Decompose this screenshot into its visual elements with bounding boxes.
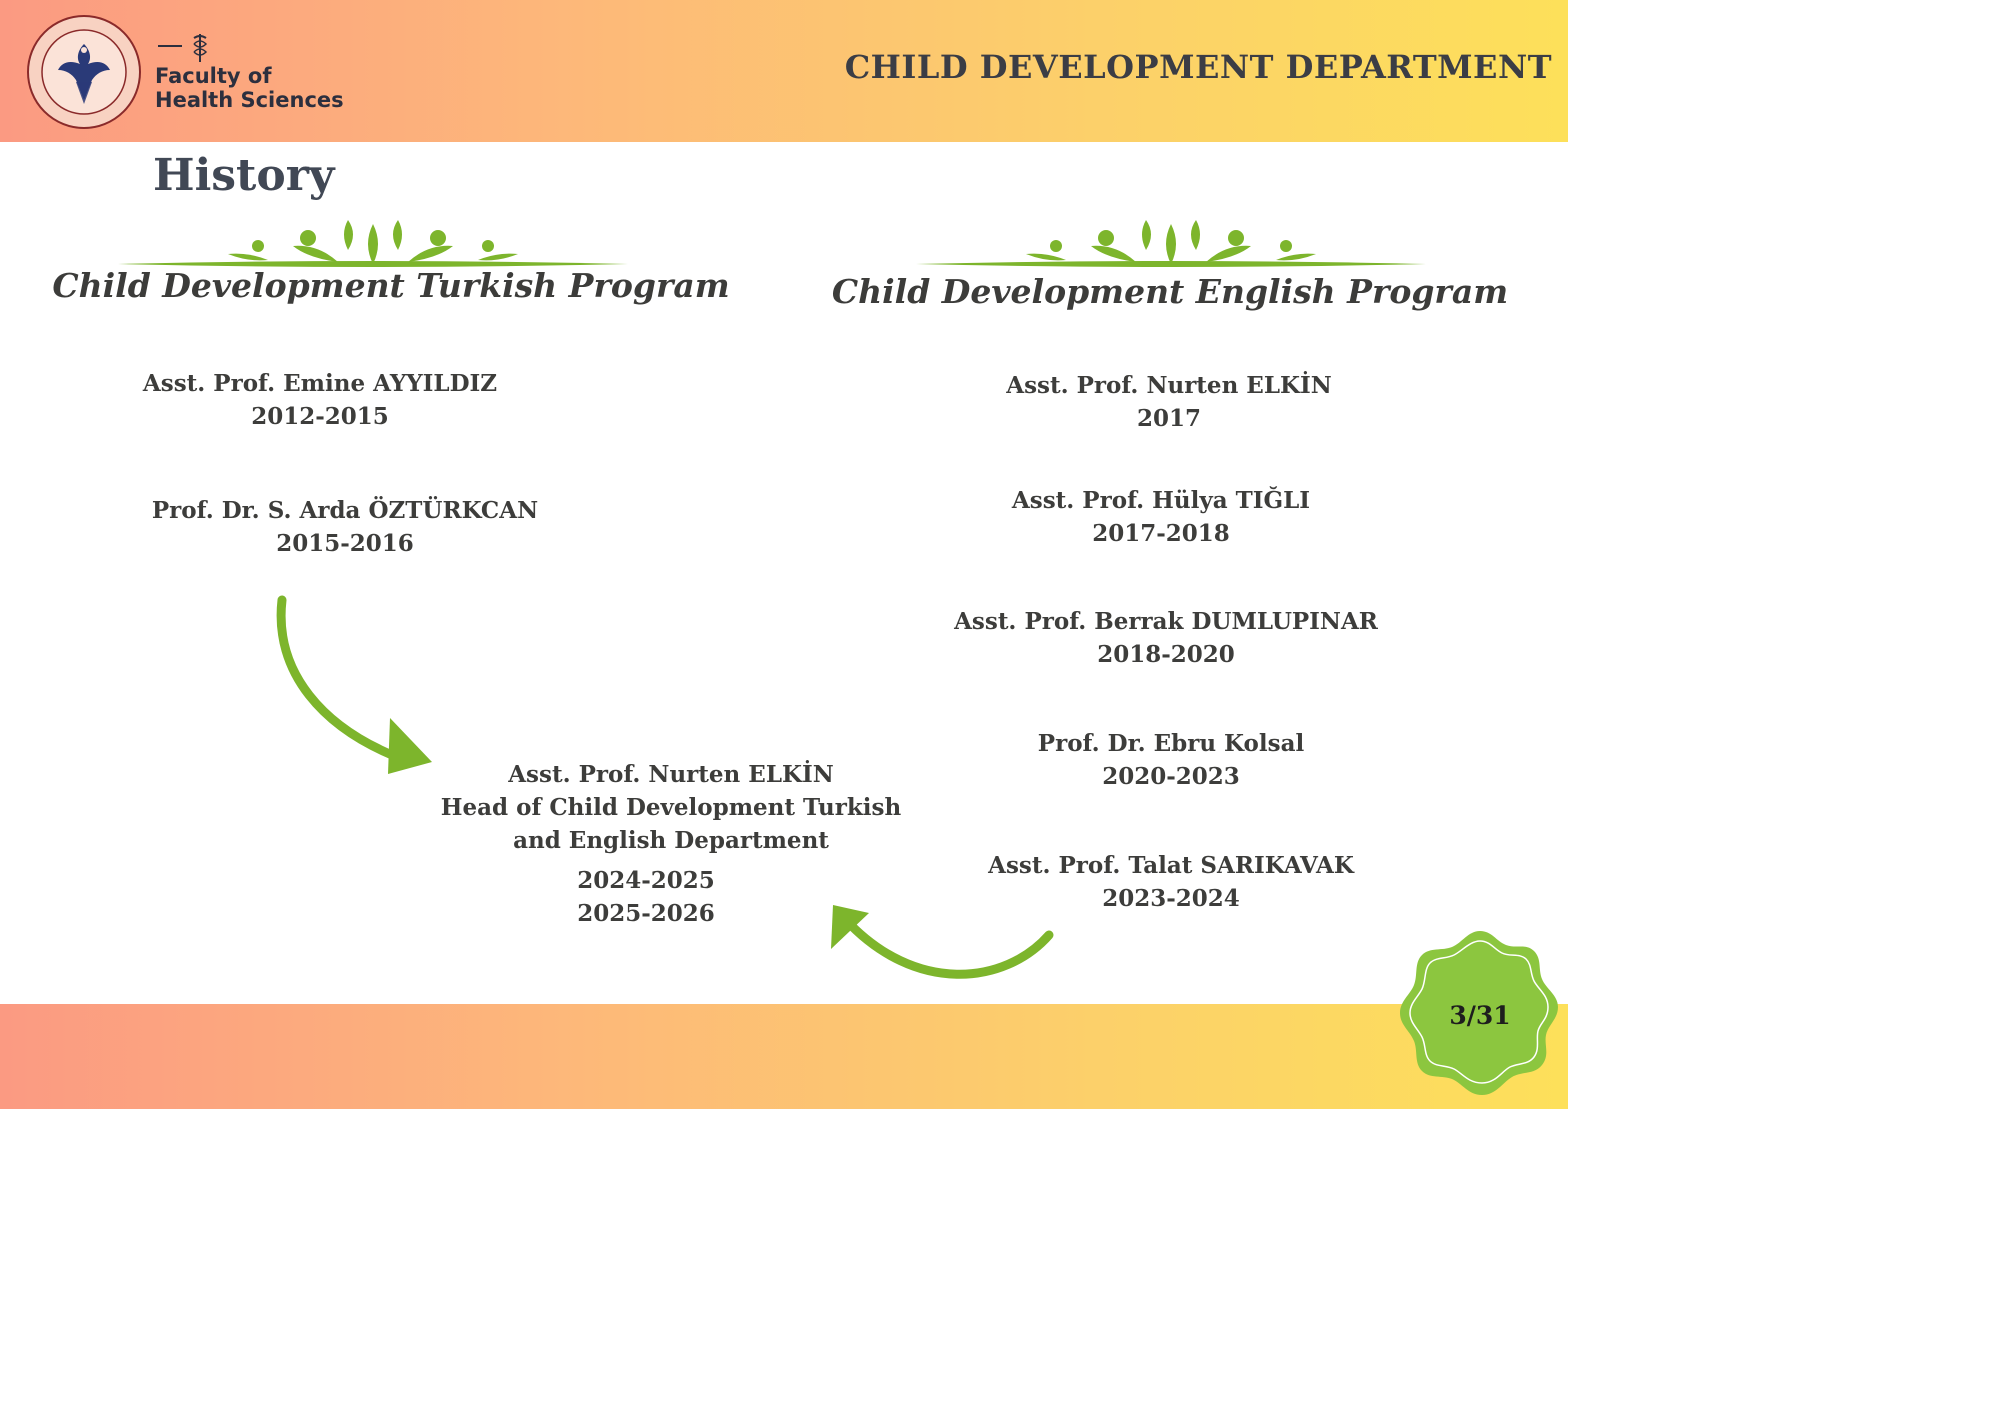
head-role-line-1: Head of Child Development Turkish [440, 794, 902, 821]
turkish-program-title: Child Development Turkish Program [52, 266, 730, 305]
entry-years: 2017-2018 [1092, 520, 1230, 547]
english-program-title: Child Development English Program [831, 272, 1509, 311]
head-years-1: 2024-2025 [577, 867, 715, 894]
page-indicator: 3/31 [1449, 1001, 1511, 1030]
entry-name: Asst. Prof. Emine AYYILDIZ [142, 370, 498, 397]
entry-years: 2017 [1136, 405, 1201, 432]
faculty-line-2: Health Sciences [155, 88, 344, 112]
entry-years: 2023-2024 [1102, 885, 1240, 912]
entry-years: 2020-2023 [1102, 763, 1240, 790]
head-years-2: 2025-2026 [577, 900, 715, 927]
turkish-entry [143, 367, 497, 433]
footer-band [0, 1004, 1568, 1109]
entry-name: Prof. Dr. Ebru Kolsal [1037, 730, 1305, 757]
university-seal-icon [26, 14, 142, 130]
entry-years: 2018-2020 [1097, 641, 1235, 668]
department-title: CHILD DEVELOPMENT DEPARTMENT [844, 48, 1552, 86]
curved-arrow-icon [815, 895, 1065, 995]
head-role-line-2: and English Department [513, 827, 829, 854]
entry-name: Prof. Dr. S. Arda ÖZTÜRKCAN [151, 497, 539, 524]
turkish-entry [152, 494, 538, 560]
head-name: Asst. Prof. Nurten ELKİN [508, 761, 834, 788]
english-entry [1006, 369, 1332, 435]
curved-arrow-icon [260, 590, 450, 790]
entry-name: Asst. Prof. Berrak DUMLUPINAR [954, 608, 1378, 635]
english-entry [1012, 484, 1310, 550]
leaf-ornament-icon [916, 214, 1426, 276]
faculty-line-1: Faculty of [155, 64, 272, 88]
english-entry [954, 605, 1378, 671]
faculty-name [155, 64, 344, 112]
caduceus-icon [156, 32, 216, 64]
section-title: History [153, 150, 335, 201]
entry-name: Asst. Prof. Talat SARIKAVAK [988, 852, 1354, 879]
entry-years: 2012-2015 [251, 403, 389, 430]
english-entry [1038, 727, 1304, 793]
entry-name: Asst. Prof. Nurten ELKİN [1006, 372, 1332, 399]
entry-name: Asst. Prof. Hülya TIĞLI [1011, 487, 1311, 514]
entry-years: 2015-2016 [276, 530, 414, 557]
